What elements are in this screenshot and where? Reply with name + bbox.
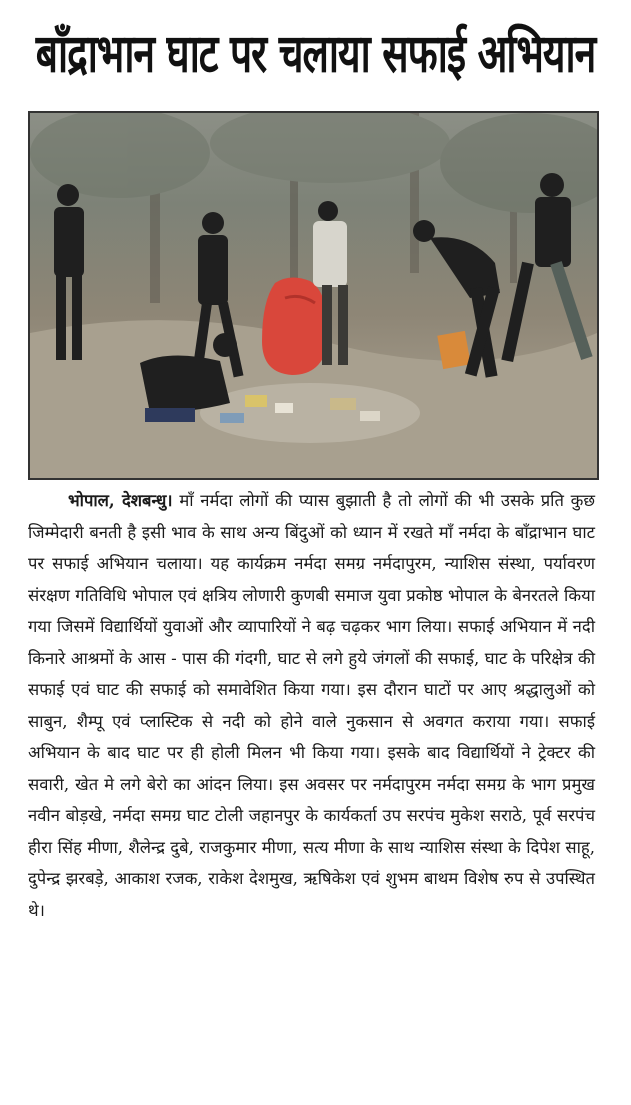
dateline: भोपाल, देशबन्धु। <box>68 490 173 510</box>
article-paragraph <box>28 485 595 926</box>
headline: बाँद्राभान घाट पर चलाया सफाई अभियान <box>35 23 596 85</box>
article-text: माँ नर्मदा लोगों की प्यास बुझाती है तो लोगों की भी उसके प्रति कुछ जिम्मेदारी बनती है इसी भाव के साथ अन्य बिंदुओं को ध्यान में रखते माँ नर्मदा के बाँद्राभान घाट पर सफाई अभियान चलाया। यह कार्यक्रम नर्मदा समग्र नर्मदापुरम, न्याशिस संस्था, पर्यावरण संरक्षण गतिविधि भोपाल एवं क्षत्रिय लोणारी कुणबी समाज युवा प्रकोष्ठ भोपाल के बेनरतले किया गया जिसमें विद्यार्थियों युवाओं और व्यापारियों ने बढ़ चढ़कर भाग लिया। सफाई अभियान में नदी किनारे आश्रमों के आस - पास की गंदगी, घाट से लगे हुये जंगलों की सफाई, घाट के परिक्षेत्र की सफाई एवं घाट की सफाई को समावेशित किया गया। इस दौरान घाटों पर आए श्रद्धालुओं को साबुन, शैम्पू एवं प्लास्टिक से नदी को होने वाले नुकसान से अवगत कराया गया। सफाई अभियान के बाद घाट पर ही होली मिलन भी किया गया। इसके बाद विद्यार्थियों ने ट्रेक्टर की सवारी, खेत मे लगे बेरो का आंदन लिया। इस अवसर पर नर्मदापुरम नर्मदा समग्र के भाग प्रमुख नवीन बोड़खे, नर्मदा समग्र घाट टोली जहानपुर के कार्यकर्ता उप सरपंच मुकेश सराठे, पूर्व सरपंच हीरा सिंह मीणा, शैलेन्द्र दुबे, राजकुमार मीणा, सत्य मीणा के साथ न्याशिस संस्था के दिपेश साहू, दुपेन्द्र झरबड़े, आकाश रजक, राकेश देशमुख, ऋषिकेश एवं शुभम बाथम विशेष रुप से उपस्थित थे। <box>28 491 596 920</box>
article-body <box>28 485 595 926</box>
cleanup-photo <box>28 111 599 480</box>
